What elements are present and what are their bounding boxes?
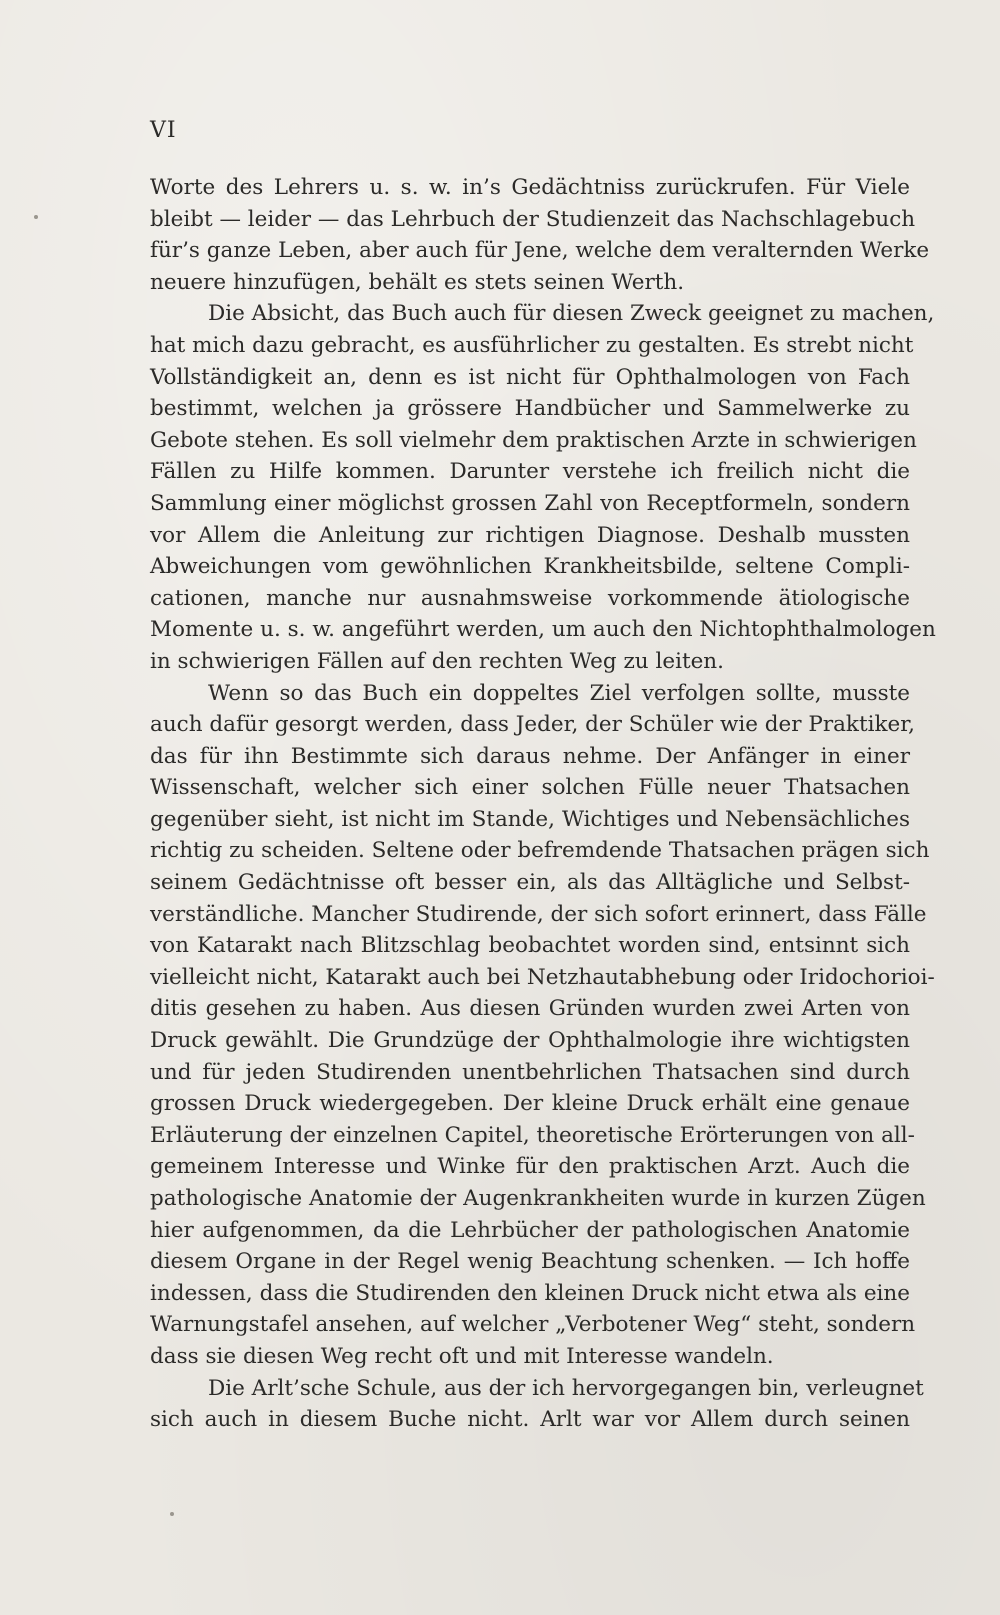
text-line: bleibt — leider — das Lehrbuch der Studienzeit das Nachschlagebuch <box>150 206 916 232</box>
text-line: hier aufgenommen, da die Lehrbücher der pathologischen Anatomie <box>150 1217 910 1243</box>
text-line: Abweichungen vom gewöhnlichen Krankheitsbilde, seltene Compli- <box>150 554 910 580</box>
text-line: neuere hinzufügen, behält es stets seinen Werth. <box>150 269 685 295</box>
text-line: Erläuterung der einzelnen Capitel, theoretische Erörterungen von all- <box>150 1122 915 1148</box>
text-line: sich auch in diesem Buche nicht. Arlt war vor Allem durch seinen <box>150 1407 910 1433</box>
margin-speck <box>170 1512 174 1516</box>
text-line: Sammlung einer möglichst grossen Zahl von Receptformeln, sondern <box>150 490 910 516</box>
page-number: VI <box>150 118 177 143</box>
text-line: hat mich dazu gebracht, es ausführlicher zu gestalten. Es strebt nicht <box>150 332 914 358</box>
text-line: verständliche. Mancher Studirende, der sich sofort erinnert, dass Fälle <box>150 901 927 927</box>
text-line: von Katarakt nach Blitzschlag beobachtet worden sind, entsinnt sich <box>150 933 910 959</box>
text-line: richtig zu scheiden. Seltene oder befremdende Thatsachen prägen sich <box>150 838 930 864</box>
text-line: Die Arlt’sche Schule, aus der ich hervorgegangen bin, verleugnet <box>208 1375 924 1401</box>
text-line: Vollständigkeit an, denn es ist nicht für Ophthalmologen von Fach <box>150 364 910 390</box>
text-line: cationen, manche nur ausnahmsweise vorkommende ätiologische <box>150 585 910 611</box>
text-line: dass sie diesen Weg recht oft und mit Interesse wandeln. <box>150 1343 774 1369</box>
text-line: Warnungstafel ansehen, auf welcher „Verbotener Weg“ steht, sondern <box>150 1312 916 1338</box>
margin-speck <box>34 215 38 219</box>
body-text <box>150 172 936 1436</box>
text-line: das für ihn Bestimmte sich daraus nehme. Der Anfänger in einer <box>150 743 910 769</box>
text-line: vor Allem die Anleitung zur richtigen Diagnose. Deshalb mussten <box>150 522 910 548</box>
text-line: bestimmt, welchen ja grössere Handbücher und Sammelwerke zu <box>150 396 910 422</box>
text-line: ditis gesehen zu haben. Aus diesen Gründen wurden zwei Arten von <box>150 996 910 1022</box>
text-line: indessen, dass die Studirenden den kleinen Druck nicht etwa als eine <box>150 1280 910 1306</box>
text-line: Gebote stehen. Es soll vielmehr dem praktischen Arzte in schwierigen <box>150 427 917 453</box>
text-line: pathologische Anatomie der Augenkrankheiten wurde in kurzen Zügen <box>150 1186 926 1211</box>
text-line: grossen Druck wiedergegeben. Der kleine Druck erhält eine genaue <box>150 1091 910 1117</box>
text-line: Momente u. s. w. angeführt werden, um auch den Nichtophthalmologen <box>150 617 936 643</box>
text-line: Druck gewählt. Die Grundzüge der Ophthalmologie ihre wichtigsten <box>150 1028 910 1054</box>
text-line: Die Absicht, das Buch auch für diesen Zweck geeignet zu machen, <box>208 301 935 327</box>
text-line: Worte des Lehrers u. s. w. in’s Gedächtniss zurückrufen. Für Viele <box>150 175 910 200</box>
text-line: für’s ganze Leben, aber auch für Jene, welche dem veralternden Werke <box>150 238 930 264</box>
text-line: vielleicht nicht, Katarakt auch bei Netzhautabhebung oder Iridochorioi- <box>150 964 935 990</box>
text-line: gemeinem Interesse und Winke für den praktischen Arzt. Auch die <box>150 1154 910 1180</box>
text-line: seinem Gedächtnisse oft besser ein, als das Alltägliche und Selbst- <box>150 870 910 896</box>
text-line: Wissenschaft, welcher sich einer solchen Fülle neuer Thatsachen <box>150 775 910 801</box>
text-line: Wenn so das Buch ein doppeltes Ziel verfolgen sollte, musste <box>208 680 910 706</box>
text-line: gegenüber sieht, ist nicht im Stande, Wichtiges und Nebensächliches <box>150 806 910 832</box>
text-line: in schwierigen Fällen auf den rechten Weg zu leiten. <box>150 648 724 674</box>
text-line: auch dafür gesorgt werden, dass Jeder, der Schüler wie der Praktiker, <box>150 712 915 738</box>
text-line: Fällen zu Hilfe kommen. Darunter verstehe ich freilich nicht die <box>150 459 910 485</box>
text-line: und für jeden Studirenden unentbehrlichen Thatsachen sind durch <box>150 1059 910 1085</box>
text-line: diesem Organe in der Regel wenig Beachtung schenken. — Ich hoffe <box>150 1249 910 1275</box>
